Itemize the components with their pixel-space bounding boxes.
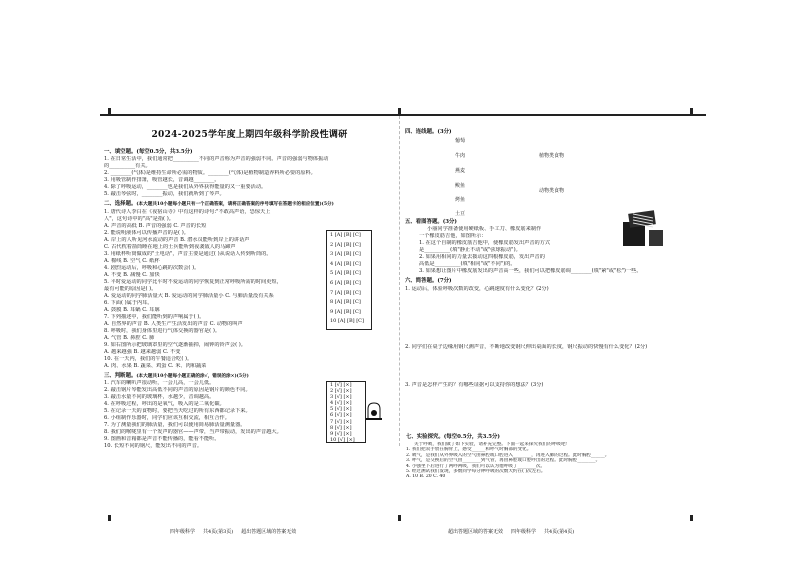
food-category: 动物类食物	[539, 188, 565, 194]
footer-note: 超出答题区域的答案无效	[448, 529, 504, 535]
answer-row[interactable]: 6 [√] [×]	[330, 412, 352, 419]
question-line: 4. 剧烈运动后，呼吸和心跳的次数会( )。	[104, 264, 200, 271]
footer-subject: 四年级科学	[510, 529, 536, 535]
left-footer	[170, 528, 296, 535]
food-category: 植物类食物	[539, 153, 565, 159]
question-line: 9. 图画和音箱都是声音不能传播的，能看不能听。	[104, 436, 220, 443]
question-line: A. 自然界的声音 B. 人类生产生活发出的声音 C. 动物的叫声	[104, 320, 243, 327]
answer-row[interactable]: 3 [A] [B] [C]	[330, 251, 361, 258]
question-line: 7. 为了测量我们的肺活量，我们可以使用简易肺活量测量器。	[104, 422, 246, 429]
food-item: 土豆	[455, 211, 466, 217]
section-heading: 一、填空题。(每空0.5分，共3.5分)	[104, 149, 193, 155]
question-line: 人"，这句诗中的"高"是指( )。	[104, 215, 174, 222]
question-line: A. 10 B. 20 C. 40	[406, 474, 446, 480]
registration-mark	[690, 515, 693, 521]
section-heading	[104, 373, 394, 380]
answer-row[interactable]: 10 [A] [B] [C]	[330, 318, 364, 325]
question-line: 5. 经过测试我们发现，多数同学每分钟呼吸的次数大约在( )次左右。	[406, 469, 546, 475]
section-heading: 四、连线题。(3分)	[405, 129, 452, 135]
match-section	[405, 126, 701, 136]
question-line: 2. ________(气体)是维持生命所必需的物质。________(气体)是植物制造养料所必要的原料。	[104, 170, 316, 177]
section-heading	[104, 201, 394, 208]
question-line: 10. 长短不同的钢尺，能发出不同的声音。	[104, 443, 203, 450]
question-line: 4. 除了呼吸运动，________也是我们从外界获得能量的又一重要活动。	[104, 184, 267, 191]
section-note: (本大题共10小题每小题只有一个正确答案，请将正确答案的序号填写在答题卡的相应位置)(5分)	[136, 202, 334, 208]
question-line: 1. 我们把双手放在胸骨上，感受______和呼气时胸部的变化。	[406, 447, 532, 453]
question-line: 2. 敲击钢片琴能发出高低不同的声音的原因是钢片的颜色不同。	[104, 387, 251, 394]
question-line: A. 岸上的人听见河水流动的声音 B. 潜水员能听到岸上的讲话声	[104, 236, 250, 243]
section-title: 三、判断题。	[104, 373, 137, 380]
answer-row[interactable]: 8 [√] [×]	[330, 424, 352, 431]
question-line: 1. 汽车的喇叭声很动听，一会儿高，一会儿低。	[104, 380, 215, 387]
question-line: 3. 声音是怎样产生的？有哪些证据可以支持你的想法？(3分)	[405, 382, 544, 388]
judge-questions	[104, 380, 324, 450]
registration-mark	[690, 108, 693, 114]
right-footer	[448, 528, 574, 535]
question-line: 3. 用纸杯听筒做成的"土电话"，声音主要是通过( )从说话人传到听筒的。	[104, 250, 272, 257]
answer-row[interactable]: 8 [A] [B] [C]	[330, 299, 361, 306]
answer-row[interactable]: 2 [A] [B] [C]	[330, 241, 361, 248]
answer-row[interactable]: 4 [A] [B] [C]	[330, 260, 361, 267]
question-line: A. 声音的高低 B. 声音的强弱 C. 声音的长短	[104, 222, 207, 229]
food-item: 鲅鱼	[455, 183, 466, 189]
question-line: 3. 如果想让图片中橡皮筋发出的声音高一些，我们可以把橡皮筋调________(填"紧"或"松")一些。	[419, 268, 642, 275]
food-item: 烤鱼	[455, 197, 466, 203]
answer-row[interactable]: 2 [√] [×]	[330, 388, 352, 395]
question-line: 小丽同学准备使用硬纸板、手工刀、橡皮筋来制作	[427, 226, 542, 233]
question-line: 3. 呼气，是交换后的空气由________到气管，再由鼻腔或口腔呼出的过程。此时胸腔________。	[406, 458, 601, 464]
answer-row[interactable]: 5 [A] [B] [C]	[330, 270, 361, 277]
judge-answer-card	[326, 381, 366, 443]
footer-page: 共4页(第3页)	[202, 529, 234, 535]
answer-row[interactable]: 5 [√] [×]	[330, 406, 352, 413]
question-line: 的__________有关。	[104, 163, 151, 170]
question-line: 10. 在一天内，我们的午餐适合吃( )。	[104, 356, 193, 363]
question-line: 高低是__________(填"相同"或"不同")的。	[419, 261, 516, 268]
question-line: 是__________(填"静止不动"或"弦球振动")。	[419, 247, 521, 254]
bell-jar-image	[366, 402, 382, 420]
answer-row[interactable]: 9 [√] [×]	[330, 430, 352, 437]
section-note: (本大题共10小题每小题正确的涂√，错误的涂×)(5分)	[136, 374, 249, 380]
question-line: 8. 呼吸时，我们身体里进行气体交换的器官是( )。	[104, 327, 221, 334]
answer-row[interactable]: 3 [√] [×]	[330, 394, 352, 401]
answer-row[interactable]: 9 [A] [B] [C]	[330, 308, 361, 315]
section-title: 二、选择题。	[104, 201, 137, 208]
question-line: 关于呼吸，我们做了如下实验，请补充完整。下面一起来探究我们的呼吸吧！	[414, 442, 571, 447]
food-item: 牛肉	[455, 153, 466, 159]
question-line: A. 不变 B. 减慢 C. 加快	[104, 271, 160, 278]
answer-row[interactable]: 10 [√] [×]	[330, 436, 355, 443]
section-heading: 六、简答题。(7分)	[405, 278, 452, 285]
answer-row[interactable]: 6 [A] [B] [C]	[330, 279, 361, 286]
footer-page: 共4页(第4页)	[543, 529, 575, 535]
question-line: 1. 在这个自制的橡皮筋吉他中，使橡皮筋发出声音的方式	[419, 240, 551, 247]
footer-note: 超出答题区域的答案无效	[241, 529, 297, 535]
section-heading: 五、看图答题。(3分)	[405, 219, 457, 225]
question-line: A. 鼓膜 B. 耳蜗 C. 耳廓	[104, 306, 160, 313]
question-line: 2. 吸气，是我们从外界吸入的空气由鼻腔或口腔进入________，再进入肺的过程。此时胸腔______。	[406, 452, 610, 458]
question-line: 5. 敲击琴弦时，________振动，我们就听到了琴声。	[104, 191, 225, 198]
answer-row[interactable]: 7 [A] [B] [C]	[330, 289, 361, 296]
choice-answer-card	[326, 230, 372, 330]
question-line: 1. 在日常生活中，我们通常把__________不同的声音称为声音的强弱不同。声音的强弱与物体振动	[104, 156, 329, 163]
experiment-section	[406, 434, 706, 441]
question-line: 8. 我们的喉咙里有一个发声的器官——声带，当声带振动，发出的声音越大。	[104, 429, 282, 436]
question-line: 2. 能说明液体可以传播声音的是( )。	[104, 229, 189, 236]
footer-subject: 四年级科学	[170, 529, 196, 535]
registration-mark	[108, 515, 111, 521]
question-line: 3. 用吸管制作排箫，吸管越长，音调越________。	[104, 177, 220, 184]
question-line: 4. 在呼吸过程，呼出的是氧气，吸入的是二氧化碳。	[104, 401, 225, 408]
question-line: 3. 敲击水量不同的玻璃杯，水越少，音调越高。	[104, 394, 215, 401]
registration-mark	[108, 108, 111, 114]
question-line: 2. 如果用相同的力量去拨动这四根橡皮筋，发出声音的	[419, 254, 545, 261]
question-line: A. 肉、水果 B. 蔬菜、鸡蛋 C. 米、肉和蔬菜	[104, 363, 207, 370]
right-page	[403, 116, 703, 446]
question-line: A. 爱运动的同学肺活量大 B. 爱运动的同学肺活量小 C. 与肺活量没有关系	[104, 292, 274, 299]
exam-sheet	[100, 114, 706, 456]
question-line: 一个橡皮筋吉他，如图所示：	[419, 233, 487, 240]
question-line: 7. 下列描述中，我们能听到的声响属于( )。	[104, 313, 205, 320]
food-item: 葡萄	[455, 138, 466, 144]
rubber-band-guitar-image	[619, 208, 665, 248]
question-line: 5. 在记录一天的食物时，要把当天吃过的所有东西都记录下来。	[104, 408, 251, 415]
question-line: A. 棉线 B. 空气 C. 纸杯	[104, 257, 160, 264]
question-line: 6. 下面( )属于内耳。	[104, 299, 153, 306]
question-line: 9. 如右图所示把玻璃罩里的空气逐渐抽掉，闹钟的铃声会( )。	[104, 341, 246, 348]
question-line: 1. 运动后，体验呼吸次数的改变，心跳速度有什么变化？(2分)	[405, 285, 549, 292]
answer-row[interactable]: 7 [√] [×]	[330, 418, 352, 425]
choice-questions	[104, 209, 324, 370]
answer-row[interactable]: 1 [A] [B] [C]	[330, 232, 361, 238]
question-line: C. 古代枕着箭筒睡在地上的士兵能听到夜袭敌人的马蹄声	[104, 243, 236, 250]
exam-title: 2024-2025学年度上期四年级科学阶段性调研	[151, 130, 348, 140]
answer-row[interactable]: 1 [√] [×]	[330, 382, 352, 388]
registration-mark	[398, 515, 401, 521]
question-line: 5. 平时爱运动的同学比平时不爱运动的同学恢复到正常呼吸所需的时间更短，	[104, 278, 282, 285]
answer-row[interactable]: 4 [√] [×]	[330, 400, 352, 407]
section-heading: 七、实验探究。(每空0.5分，共3.5分)	[406, 434, 500, 440]
question-line: 最有可能的原因是( )。	[104, 285, 157, 292]
experiment-lines	[406, 442, 706, 480]
registration-mark	[398, 108, 401, 114]
question-line: 4. 小强坐下后进行了两呼两吸，我们可以认为他呼吸了________次。	[406, 463, 546, 469]
question-line: 6. 小组制作乐器时，同学们应该互相交流，相互合作。	[104, 415, 230, 422]
question-line: A. 越来越强 B. 越来越弱 C. 不变	[104, 349, 181, 355]
question-line: A. 气管 B. 鼻腔 C. 肺	[104, 334, 155, 341]
food-item: 燕麦	[455, 168, 466, 174]
question-line: 2. 同学们在桌子边缘用钢尺测声音，不断地改变钢尺伸出桌面的长度，钢尺振动的快慢有什么变化？(2分)	[405, 344, 648, 350]
question-line: 1. 唐代诗人李白在《夜宿山寺》中有这样的诗句:"不敢高声语，恐惊天上	[104, 208, 271, 215]
